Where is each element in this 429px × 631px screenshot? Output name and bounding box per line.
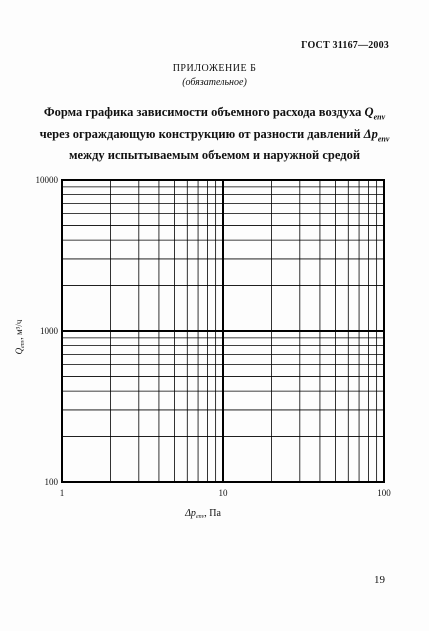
y-axis-unit: , м³/ч [14,319,24,340]
appendix-title: ПРИЛОЖЕНИЕ Б [172,63,257,74]
y-axis-subscript: env [20,339,26,348]
y-tick-label: 1000 [40,326,58,336]
appendix-note: (обязательное) [182,77,247,88]
x-axis-symbol: Δp [185,508,196,519]
x-tick-label: 100 [377,488,391,498]
caption-line3-text: между испытываемым объемом и наружной средой [68,148,361,162]
chart-tick-labels [36,175,392,498]
y-axis-label [14,319,26,354]
x-tick-label: 1 [59,488,65,498]
y-tick-label: 100 [44,477,58,487]
x-axis-subscript: env [195,514,205,520]
x-axis-unit: , Па [204,508,221,519]
caption-pressure-subscript: env [377,134,390,143]
x-tick-label: 10 [218,488,228,498]
chart-grid [62,180,384,482]
caption-flow-symbol: Q [364,105,374,119]
caption-flow-subscript: env [373,112,386,122]
page-number: 19 [374,574,385,586]
standard-code: ГОСТ 31167—2003 [301,40,389,51]
y-axis-symbol: Q [14,347,24,355]
x-axis-label [184,508,221,520]
y-tick-label: 10000 [35,175,58,185]
caption-line1-text: Форма графика зависимости объемного расхода воздуха [43,105,362,119]
caption-line2-text: через ограждающую конструкцию от разности давлений [39,126,361,141]
caption-pressure-symbol: Δp [363,126,378,141]
